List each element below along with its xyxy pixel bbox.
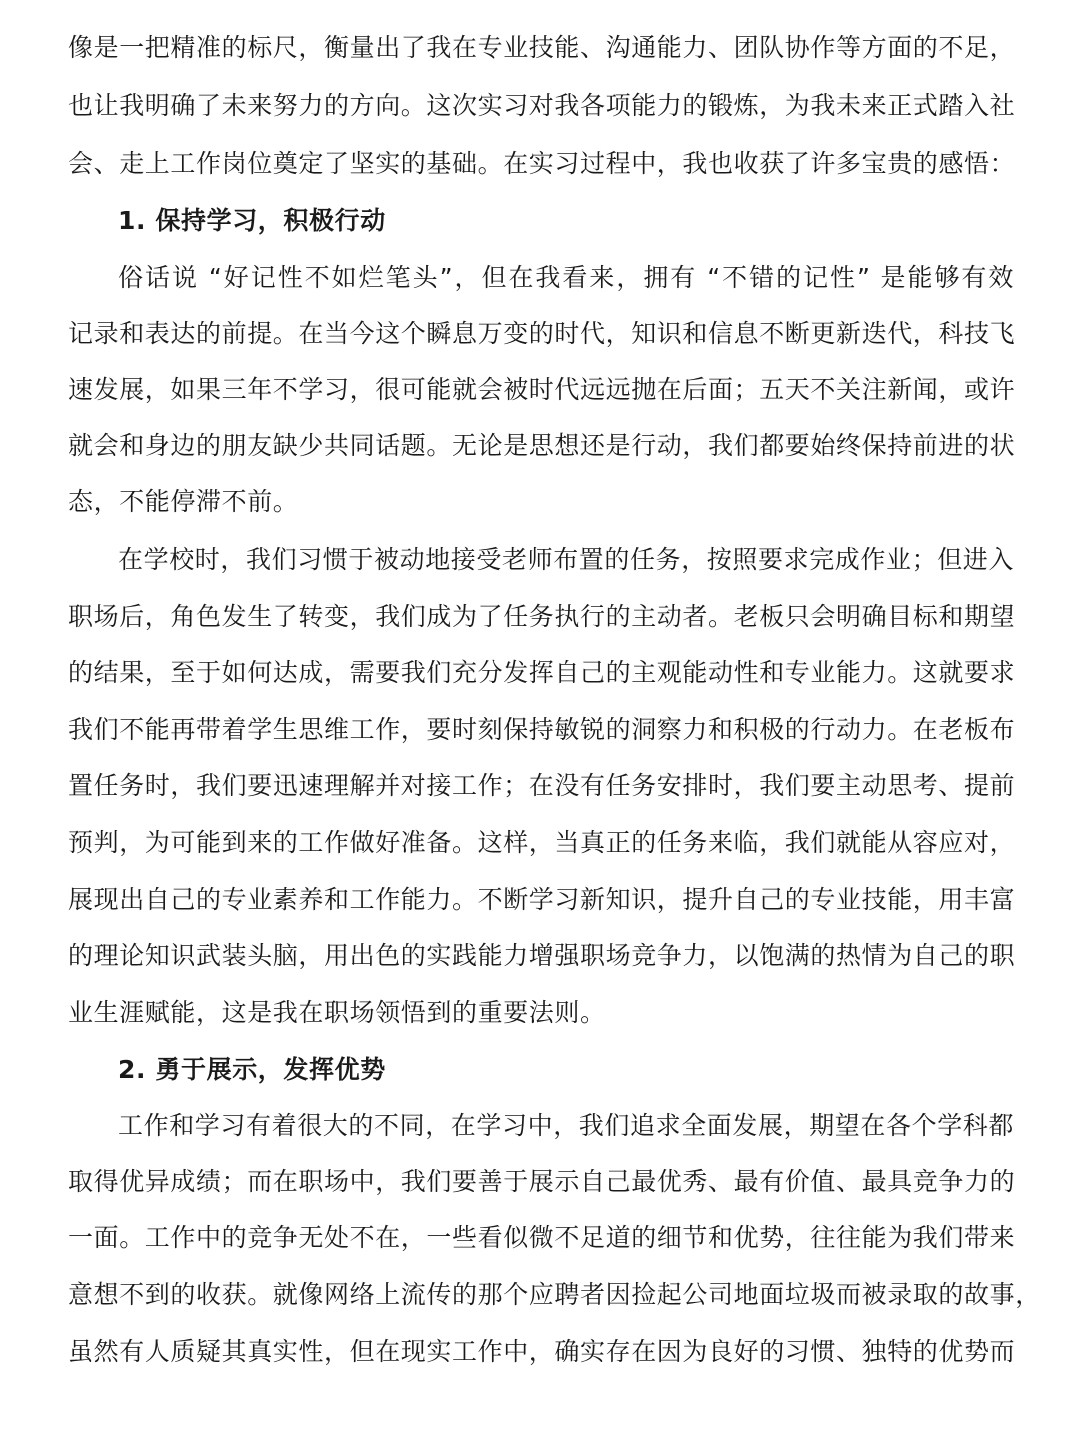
text-line: 在学校时，我们习惯于被动地接受老师布置的任务，按照要求完成作业；但进入 <box>118 545 1015 574</box>
text-line: 业生涯赋能，这是我在职场领悟到的重要法则。 <box>68 998 606 1027</box>
text-line: 一面。工作中的竞争无处不在，一些看似微不足道的细节和优势，往往能为我们带来 <box>68 1223 1016 1252</box>
text-line: 我们不能再带着学生思维工作，要时刻保持敏锐的洞察力和积极的行动力。在老板布 <box>68 715 1016 744</box>
text-line: 预判，为可能到来的工作做好准备。这样，当真正的任务来临，我们就能从容应对， <box>68 828 1016 857</box>
text-line: 的理论知识武装头脑，用出色的实践能力增强职场竞争力，以饱满的热情为自己的职 <box>68 941 1016 970</box>
text-line: 意想不到的收获。就像网络上流传的那个应聘者因捡起公司地面垃圾而被录取的故事， <box>68 1280 1041 1309</box>
text-line: 的结果，至于如何达成，需要我们充分发挥自己的主观能动性和专业能力。这就要求 <box>68 658 1016 687</box>
section-heading-1: 1. 保持学习，积极行动 <box>118 206 386 235</box>
text-line: 工作和学习有着很大的不同，在学习中，我们追求全面发展，期望在各个学科都 <box>118 1111 1015 1140</box>
text-line: 职场后，角色发生了转变，我们成为了任务执行的主动者。老板只会明确目标和期望 <box>68 602 1016 631</box>
text-line: 俗话说 “好记性不如烂笔头”，但在我看来，拥有 “不错的记性” 是能够有效 <box>118 263 1014 292</box>
text-line: 也让我明确了未来努力的方向。这次实习对我各项能力的锻炼，为我未来正式踏入社 <box>68 91 1016 120</box>
text-line: 记录和表达的前提。在当今这个瞬息万变的时代，知识和信息不断更新迭代，科技飞 <box>68 319 1016 348</box>
text-line: 虽然有人质疑其真实性，但在现实工作中，确实存在因为良好的习惯、独特的优势而 <box>68 1337 1016 1366</box>
text-line: 展现出自己的专业素养和工作能力。不断学习新知识，提升自己的专业技能，用丰富 <box>68 885 1016 914</box>
text-line: 置任务时，我们要迅速理解并对接工作；在没有任务安排时，我们要主动思考、提前 <box>68 771 1016 800</box>
text-line: 取得优异成绩；而在职场中，我们要善于展示自己最优秀、最有价值、最具竞争力的 <box>68 1167 1016 1196</box>
text-line: 像是一把精准的标尺，衡量出了我在专业技能、沟通能力、团队协作等方面的不足， <box>68 33 1016 62</box>
text-line: 态，不能停滞不前。 <box>68 487 299 516</box>
text-line: 就会和身边的朋友缺少共同话题。无论是思想还是行动，我们都要始终保持前进的状 <box>68 431 1016 460</box>
text-line: 会、走上工作岗位奠定了坚实的基础。在实习过程中，我也收获了许多宝贵的感悟： <box>68 149 1016 178</box>
text-line: 速发展，如果三年不学习，很可能就会被时代远远抛在后面；五天不关注新闻，或许 <box>68 375 1016 404</box>
section-heading-2: 2. 勇于展示，发挥优势 <box>118 1055 386 1084</box>
